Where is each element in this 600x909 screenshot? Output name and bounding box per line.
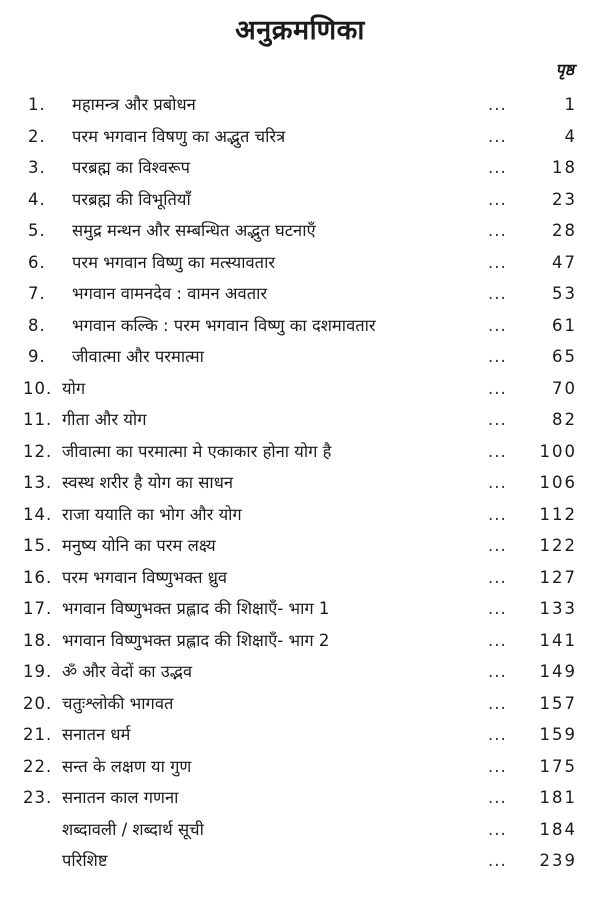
entry-number: 17.: [23, 599, 53, 618]
entry-number: 20.: [23, 693, 53, 713]
dot-leader: ...: [488, 725, 507, 744]
entry-page: 53: [552, 284, 577, 303]
toc-entry-7[interactable]: [0, 278, 600, 310]
entry-page: 100: [539, 441, 577, 461]
table-of-contents: [0, 89, 600, 877]
toc-entry-21[interactable]: [0, 719, 600, 751]
toc-entry-6[interactable]: [0, 247, 600, 279]
entry-number: 16.: [23, 567, 53, 587]
entry-title: समुद्र मन्थन और सम्बन्धित अद्भुत घटनाएँ: [72, 221, 316, 240]
toc-entry-5[interactable]: [0, 215, 600, 247]
dot-leader: ...: [488, 630, 507, 650]
entry-number: 13.: [23, 473, 53, 492]
entry-title: स्वस्थ शरीर है योग का साधन: [62, 473, 234, 492]
entry-title: सनातन धर्म: [62, 725, 131, 744]
dot-leader: ...: [488, 599, 507, 618]
entry-number: 18.: [23, 630, 53, 650]
dot-leader: ...: [488, 378, 507, 398]
entry-title: भगवान वामनदेव : वामन अवतार: [72, 284, 268, 303]
entry-page: 175: [539, 756, 577, 776]
entry-number: 10.: [23, 378, 53, 398]
toc-entry-10[interactable]: [0, 373, 600, 405]
entry-title: परिशिष्ट: [62, 851, 108, 870]
entry-title: महामन्त्र और प्रबोधन: [72, 95, 196, 114]
toc-entry-16[interactable]: [0, 562, 600, 594]
dot-leader: ...: [488, 347, 507, 366]
toc-entry-11[interactable]: [0, 404, 600, 436]
toc-entry-2[interactable]: [0, 121, 600, 153]
entry-page: 4: [564, 126, 577, 146]
page-column-header: पृष्ठ: [555, 60, 574, 79]
toc-entry-12[interactable]: [0, 436, 600, 468]
entry-page: 61: [552, 315, 577, 335]
entry-page: 47: [552, 252, 577, 272]
dot-leader: ...: [488, 315, 507, 335]
entry-title: भगवान विष्णुभक्त प्रह्लाद की शिक्षाएँ- भाग 2: [62, 630, 330, 650]
entry-number: 9.: [28, 347, 46, 366]
entry-page: 18: [552, 158, 577, 177]
entry-title: गीता और योग: [62, 410, 147, 429]
entry-number: 1.: [28, 95, 46, 114]
entry-number: 21.: [23, 725, 53, 744]
dot-leader: ...: [488, 851, 507, 870]
toc-entry-18[interactable]: [0, 625, 600, 657]
entry-page: 157: [539, 693, 577, 713]
toc-entry-13[interactable]: [0, 467, 600, 499]
entry-number: 15.: [23, 536, 53, 555]
entry-title: ॐ और वेदों का उद्भव: [62, 662, 193, 681]
toc-entry-8[interactable]: [0, 310, 600, 342]
entry-page: 70: [552, 378, 577, 398]
entry-page: 141: [539, 630, 577, 650]
entry-page: 184: [539, 819, 577, 839]
entry-title: योग: [62, 378, 86, 398]
entry-title: सन्त के लक्षण या गुण: [62, 756, 192, 776]
entry-page: 28: [552, 221, 577, 240]
dot-leader: ...: [488, 756, 507, 776]
dot-leader: ...: [488, 788, 507, 807]
dot-leader: ...: [488, 95, 507, 114]
entry-number: 7.: [28, 284, 46, 303]
dot-leader: ...: [488, 567, 507, 587]
dot-leader: ...: [488, 504, 507, 524]
entry-title: जीवात्मा का परमात्मा मे एकाकार होना योग है: [62, 441, 332, 461]
entry-title: भगवान कल्कि : परम भगवान विष्णु का दशमावतार: [72, 315, 376, 335]
dot-leader: ...: [488, 221, 507, 240]
toc-entry-1[interactable]: [0, 89, 600, 121]
entry-number: 6.: [28, 252, 46, 272]
dot-leader: ...: [488, 189, 507, 209]
toc-entry-17[interactable]: [0, 593, 600, 625]
entry-page: 112: [539, 504, 577, 524]
entry-title: शब्दावली / शब्दार्थ सूची: [62, 819, 204, 839]
entry-number: 2.: [28, 126, 46, 146]
entry-number: 8.: [28, 315, 46, 335]
entry-number: 4.: [28, 189, 46, 209]
entry-page: 23: [552, 189, 577, 209]
entry-page: 82: [552, 410, 577, 429]
toc-entry-19[interactable]: [0, 656, 600, 688]
page-title: अनुक्रमणिका: [235, 15, 365, 46]
dot-leader: ...: [488, 536, 507, 555]
toc-entry-20[interactable]: [0, 688, 600, 720]
entry-page: 149: [539, 662, 577, 681]
entry-page: 127: [539, 567, 577, 587]
entry-title: परब्रह्म का विश्वरूप: [72, 158, 191, 177]
entry-page: 106: [539, 473, 577, 492]
entry-title: चतुःश्लोकी भागवत: [62, 693, 174, 713]
toc-entry-4[interactable]: [0, 184, 600, 216]
entry-page: 122: [539, 536, 577, 555]
entry-page: 239: [539, 851, 577, 870]
entry-number: 5.: [28, 221, 46, 240]
entry-title: सनातन काल गणना: [62, 788, 179, 807]
entry-number: 11.: [23, 410, 53, 429]
entry-title: परब्रह्म की विभूतियाँ: [72, 189, 191, 209]
entry-number: 12.: [23, 441, 53, 461]
entry-page: 181: [539, 788, 577, 807]
entry-page: 65: [552, 347, 577, 366]
entry-title: परम भगवान विष्णुभक्त ध्रुव: [62, 567, 228, 587]
toc-entry-14[interactable]: [0, 499, 600, 531]
toc-entry-23[interactable]: [0, 782, 600, 814]
entry-number: 22.: [23, 756, 53, 776]
dot-leader: ...: [488, 252, 507, 272]
entry-title: परम भगवान विषणु का अद्भुत चरित्र: [72, 126, 286, 146]
toc-entry-9[interactable]: [0, 341, 600, 373]
entry-number: 14.: [23, 504, 53, 524]
entry-title: परम भगवान विष्णु का मत्स्यावतार: [72, 252, 276, 272]
entry-number: 19.: [23, 662, 53, 681]
entry-number: 3.: [28, 158, 46, 177]
entry-title: जीवात्मा और परमात्मा: [72, 347, 204, 366]
dot-leader: ...: [488, 473, 507, 492]
entry-title: भगवान विष्णुभक्त प्रह्लाद की शिक्षाएँ- भाग 1: [62, 599, 330, 618]
toc-entry-appendix[interactable]: [0, 845, 600, 877]
toc-entry-3[interactable]: [0, 152, 600, 184]
dot-leader: ...: [488, 284, 507, 303]
entry-page: 159: [539, 725, 577, 744]
dot-leader: ...: [488, 158, 507, 177]
toc-entry-15[interactable]: [0, 530, 600, 562]
entry-number: 23.: [23, 788, 53, 807]
entry-title: मनुष्य योनि का परम लक्ष्य: [62, 536, 216, 555]
entry-page: 1: [564, 95, 577, 114]
toc-entry-glossary[interactable]: [0, 814, 600, 846]
dot-leader: ...: [488, 126, 507, 146]
dot-leader: ...: [488, 662, 507, 681]
entry-title: राजा ययाति का भोग और योग: [62, 504, 242, 524]
dot-leader: ...: [488, 819, 507, 839]
toc-entry-22[interactable]: [0, 751, 600, 783]
dot-leader: ...: [488, 441, 507, 461]
dot-leader: ...: [488, 410, 507, 429]
dot-leader: ...: [488, 693, 507, 713]
entry-page: 133: [539, 599, 577, 618]
